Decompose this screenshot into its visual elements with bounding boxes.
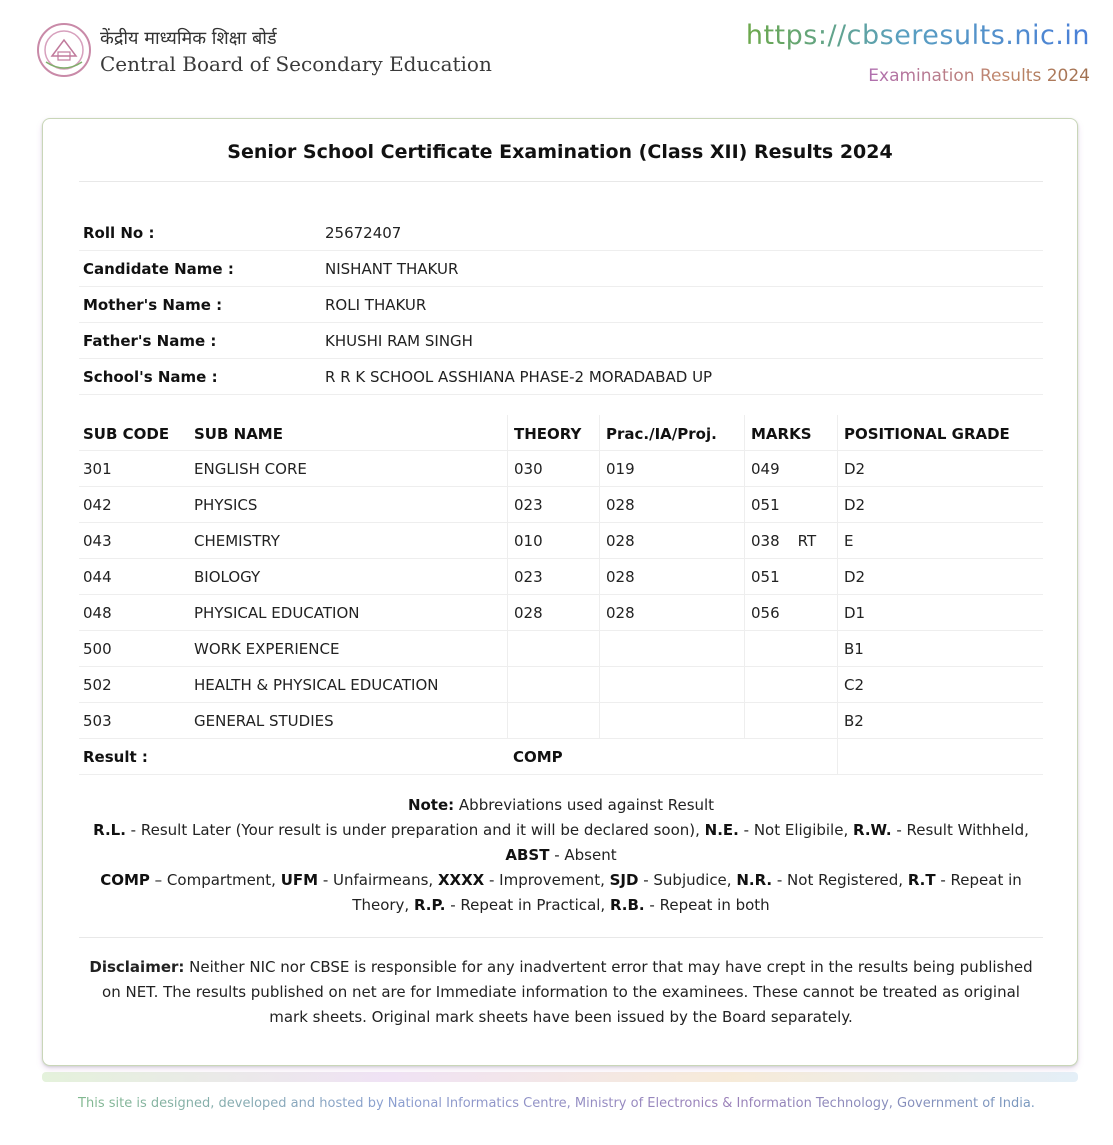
father-name-value: KHUSHI RAM SINGH: [325, 332, 473, 350]
page-header: [0, 0, 1113, 110]
marks-value: 056: [751, 604, 780, 622]
practical-marks: 028: [599, 487, 744, 523]
divider: [79, 937, 1043, 938]
mother-name-row: [79, 287, 1043, 323]
marks-table: [79, 415, 1043, 775]
abbr-abst: ABST: [505, 846, 550, 864]
sub-code: 503: [83, 712, 112, 730]
practical-marks: [599, 667, 744, 703]
sub-name: PHYSICAL EDUCATION: [194, 604, 360, 622]
theory-marks: 023: [507, 487, 599, 523]
sub-name: WORK EXPERIENCE: [194, 640, 340, 658]
footer-decoration: [42, 1072, 1078, 1082]
school-name-row: [79, 359, 1043, 395]
marks-value: 051: [751, 496, 780, 514]
total-marks: [744, 595, 837, 631]
roll-label: Roll No :: [83, 224, 155, 242]
board-name-english: Central Board of Secondary Education: [100, 52, 492, 76]
abbr-rw-text: - Result Withheld,: [891, 821, 1029, 839]
abbr-sjd-text: - Subjudice,: [638, 871, 737, 889]
practical-marks: 028: [599, 559, 744, 595]
practical-marks: [599, 703, 744, 739]
abbr-xxxx-text: - Improvement,: [484, 871, 610, 889]
mother-name-label: Mother's Name :: [83, 296, 223, 314]
table-row: [79, 559, 1043, 595]
theory-marks: [507, 631, 599, 667]
abbreviation-notes: [93, 793, 1029, 918]
theory-marks: [507, 667, 599, 703]
positional-grade: C2: [837, 667, 1043, 703]
board-name-hindi: केंद्रीय माध्यमिक शिक्षा बोर्ड: [100, 28, 277, 49]
result-label: Result :: [83, 748, 148, 766]
positional-grade: E: [837, 523, 1043, 559]
father-name-label: Father's Name :: [83, 332, 217, 350]
abbr-nr-text: - Not Registered,: [772, 871, 908, 889]
exam-results-label: Examination Results 2024: [868, 66, 1090, 86]
total-marks: [744, 667, 837, 703]
candidate-name-value: NISHANT THAKUR: [325, 260, 459, 278]
header-practical: Prac./IA/Proj.: [599, 415, 744, 451]
sub-name: ENGLISH CORE: [194, 460, 307, 478]
sub-code: 500: [83, 640, 112, 658]
note-text: Abbreviations used against Result: [454, 796, 715, 814]
table-row: [79, 595, 1043, 631]
sub-name: PHYSICS: [194, 496, 258, 514]
practical-marks: 019: [599, 451, 744, 487]
disclaimer-text: Neither NIC nor CBSE is responsible for any inadvertent error that may have crept in the results being published on NET. The results published on net are for Immediate information to the examinees. These cannot be treated as original mark sheets. Original mark sheets have been issued by the Board separately.: [102, 958, 1033, 1026]
result-row: [79, 739, 1043, 775]
marks-value: 051: [751, 568, 780, 586]
sub-code: 043: [83, 532, 112, 550]
table-row: [79, 487, 1043, 523]
sub-code: 048: [83, 604, 112, 622]
abbr-rl-text: - Result Later (Your result is under preparation and it will be declared soon),: [125, 821, 705, 839]
abbr-sjd: SJD: [609, 871, 639, 889]
practical-marks: [599, 631, 744, 667]
sub-name: HEALTH & PHYSICAL EDUCATION: [194, 676, 439, 694]
abbr-ne-text: - Not Eligibile,: [738, 821, 853, 839]
abbr-ufm: UFM: [280, 871, 319, 889]
footer-credit: This site is designed, developed and hosted by National Informatics Centre, Ministry of Electronics & Information Technology, Government of India.: [0, 1096, 1113, 1111]
total-marks: [744, 703, 837, 739]
theory-marks: [507, 703, 599, 739]
disclaimer-label: Disclaimer:: [89, 958, 185, 976]
abbr-abst-text: - Absent: [549, 846, 617, 864]
abbr-ufm-text: - Unfairmeans,: [318, 871, 438, 889]
abbr-nr: N.R.: [736, 871, 773, 889]
header-grade: POSITIONAL GRADE: [837, 415, 1043, 451]
total-marks: [744, 523, 837, 559]
table-row: [79, 523, 1043, 559]
abbr-rb-text: - Repeat in both: [644, 896, 770, 914]
table-row: [79, 703, 1043, 739]
abbr-ne: N.E.: [704, 821, 739, 839]
total-marks: [744, 487, 837, 523]
positional-grade: D2: [837, 487, 1043, 523]
sub-name: BIOLOGY: [194, 568, 261, 586]
theory-marks: 023: [507, 559, 599, 595]
site-url-link[interactable]: https://cbseresults.nic.in: [745, 20, 1090, 51]
sub-code: 301: [83, 460, 112, 478]
theory-marks: 028: [507, 595, 599, 631]
candidate-name-row: [79, 251, 1043, 287]
mother-name-value: ROLI THAKUR: [325, 296, 427, 314]
positional-grade: D1: [837, 595, 1043, 631]
divider: [79, 181, 1043, 182]
disclaimer: [87, 955, 1035, 1030]
sub-name: CHEMISTRY: [194, 532, 280, 550]
sub-code: 044: [83, 568, 112, 586]
roll-row: [79, 215, 1043, 251]
result-value: COMP: [513, 748, 563, 766]
abbr-comp-text: – Compartment,: [149, 871, 281, 889]
note-line-4: [93, 868, 1029, 918]
positional-grade: B2: [837, 703, 1043, 739]
table-row: [79, 451, 1043, 487]
candidate-info-table: [79, 215, 1043, 395]
marks-value: 038: [751, 532, 780, 550]
abbr-xxxx: XXXX: [437, 871, 485, 889]
abbr-rb: R.B.: [609, 896, 645, 914]
father-name-row: [79, 323, 1043, 359]
abbr-rl: R.L.: [93, 821, 126, 839]
header-sub-code: SUB CODE: [83, 425, 170, 443]
positional-grade: D2: [837, 451, 1043, 487]
note-line-3: [93, 843, 1029, 868]
abbr-rp: R.P.: [413, 896, 446, 914]
practical-marks: 028: [599, 595, 744, 631]
note-label: Note:: [407, 796, 455, 814]
header-sub-name: SUB NAME: [194, 425, 283, 443]
note-line-2: [93, 818, 1029, 843]
candidate-name-label: Candidate Name :: [83, 260, 234, 278]
header-marks: MARKS: [744, 415, 837, 451]
abbr-rt: R.T: [907, 871, 936, 889]
abbr-comp: COMP: [100, 871, 150, 889]
header-theory: THEORY: [507, 415, 599, 451]
abbr-rw: R.W.: [853, 821, 892, 839]
abbr-rt-text: - Repeat in Theory,: [352, 871, 1022, 914]
repeat-theory-flag: RT: [797, 532, 817, 550]
total-marks: [744, 631, 837, 667]
sub-code: 502: [83, 676, 112, 694]
result-grade-cell: [837, 739, 1043, 775]
marks-value: 049: [751, 460, 780, 478]
positional-grade: D2: [837, 559, 1043, 595]
result-card: [42, 118, 1078, 1066]
school-name-label: School's Name :: [83, 368, 218, 386]
result-spacer: [194, 739, 506, 775]
table-row: [79, 667, 1043, 703]
page-title: Senior School Certificate Examination (Class XII) Results 2024: [227, 141, 893, 163]
marks-table-header: [79, 415, 1043, 451]
practical-marks: 028: [599, 523, 744, 559]
positional-grade: B1: [837, 631, 1043, 667]
note-line-1: [93, 793, 1029, 818]
sub-name: GENERAL STUDIES: [194, 712, 334, 730]
school-name-value: R R K SCHOOL ASSHIANA PHASE-2 MORADABAD UP: [325, 368, 713, 386]
abbr-rp-text: - Repeat in Practical,: [445, 896, 610, 914]
roll-value: 25672407: [325, 224, 402, 242]
total-marks: [744, 559, 837, 595]
sub-code: 042: [83, 496, 112, 514]
cbse-logo-icon: [36, 22, 92, 78]
theory-marks: 030: [507, 451, 599, 487]
total-marks: [744, 451, 837, 487]
table-row: [79, 631, 1043, 667]
theory-marks: 010: [507, 523, 599, 559]
